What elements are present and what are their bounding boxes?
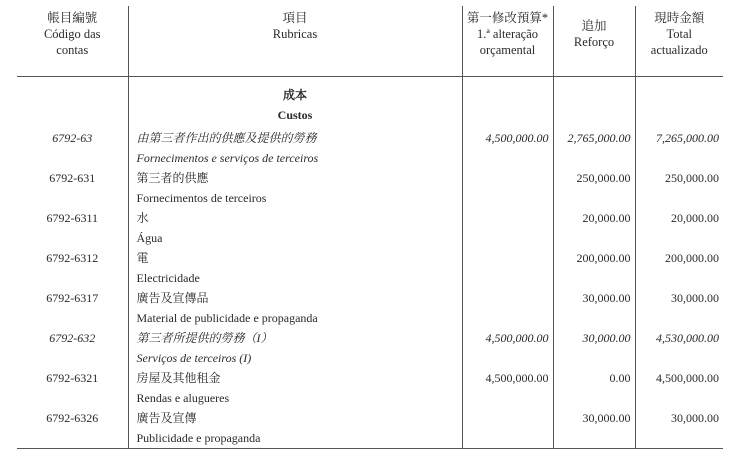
table-row xyxy=(17,368,723,408)
table-row xyxy=(17,408,723,449)
budget-table xyxy=(17,6,723,449)
budget-amount xyxy=(462,128,553,168)
reinforcement-value: 2,765,000.00 xyxy=(567,131,631,145)
total-value: 200,000.00 xyxy=(665,251,719,265)
reinforcement-value: 30,000.00 xyxy=(582,331,631,345)
rubric-pt: Água xyxy=(136,231,163,245)
reinforcement-amount xyxy=(553,248,635,288)
table-row xyxy=(17,168,723,208)
account-code-text: 6792-63 xyxy=(52,131,93,145)
budget-amount xyxy=(462,328,553,368)
account-code xyxy=(17,288,128,328)
total-value: 4,530,000.00 xyxy=(656,331,719,345)
total-amount xyxy=(635,168,723,208)
total-value: 4,500,000.00 xyxy=(656,371,719,385)
rubric-pt: Publicidade e propaganda xyxy=(136,431,261,445)
section-row xyxy=(17,76,723,128)
rubric xyxy=(128,208,462,248)
rubric-zh: 廣告及宣傳 xyxy=(136,411,197,425)
account-code xyxy=(17,408,128,449)
account-code xyxy=(17,208,128,248)
reinforcement-amount xyxy=(553,408,635,449)
reinforcement-value: 30,000.00 xyxy=(582,411,631,425)
budget-amount xyxy=(462,208,553,248)
rubric xyxy=(128,248,462,288)
budget-amount xyxy=(462,248,553,288)
section-title-pt: Custos xyxy=(277,107,313,122)
budget-amount xyxy=(462,168,553,208)
table-header-row xyxy=(17,6,723,76)
account-code-text: 6792-6321 xyxy=(46,371,99,385)
account-code xyxy=(17,328,128,368)
reinforcement-value: 0.00 xyxy=(609,371,631,385)
total-value: 20,000.00 xyxy=(671,211,719,225)
reinforcement-value: 200,000.00 xyxy=(576,251,631,265)
budget-amount xyxy=(462,288,553,328)
account-code-text: 6792-6326 xyxy=(46,411,99,425)
rubric-pt: Rendas e alugueres xyxy=(136,391,230,405)
total-amount xyxy=(635,328,723,368)
reinforcement-amount xyxy=(553,368,635,408)
rubric xyxy=(128,368,462,408)
reinforcement-amount xyxy=(553,328,635,368)
account-code-text: 6792-632 xyxy=(49,331,96,345)
reinforcement-value: 250,000.00 xyxy=(576,171,631,185)
header-code: 帳目編號 Código das contas xyxy=(17,6,128,76)
rubric-zh: 房屋及其他租金 xyxy=(136,371,221,385)
table-row xyxy=(17,328,723,368)
account-code xyxy=(17,168,128,208)
reinforcement-value: 30,000.00 xyxy=(582,291,631,305)
reinforcement-amount xyxy=(553,288,635,328)
account-code-text: 6792-6312 xyxy=(46,251,99,265)
rubric-zh: 第三者所提供的勞務（I） xyxy=(136,331,273,345)
rubric-zh: 水 xyxy=(136,211,149,225)
reinforcement-amount xyxy=(553,128,635,168)
rubric xyxy=(128,288,462,328)
total-amount xyxy=(635,208,723,248)
account-code-text: 6792-6317 xyxy=(46,291,99,305)
rubric-zh: 廣告及宣傳品 xyxy=(136,291,209,305)
budget-amount xyxy=(462,408,553,449)
account-code-text: 6792-631 xyxy=(49,171,96,185)
rubric xyxy=(128,128,462,168)
account-code xyxy=(17,368,128,408)
total-value: 7,265,000.00 xyxy=(656,131,719,145)
account-code xyxy=(17,128,128,168)
header-rubric: 項目 Rubricas xyxy=(128,6,462,76)
rubric-zh: 電 xyxy=(136,251,149,265)
rubric-pt: Serviços de terceiros (I) xyxy=(136,351,252,365)
rubric xyxy=(128,408,462,449)
budget-value: 4,500,000.00 xyxy=(485,371,549,385)
header-budget: 第一修改預算* 1.ª alteração orçamental xyxy=(462,6,553,76)
section-title xyxy=(128,76,462,128)
rubric-pt: Fornecimentos e serviços de terceiros xyxy=(136,151,319,165)
account-code-text: 6792-6311 xyxy=(46,211,99,225)
rubric-pt: Material de publicidade e propaganda xyxy=(136,311,318,325)
total-amount xyxy=(635,368,723,408)
table-row xyxy=(17,128,723,168)
total-value: 30,000.00 xyxy=(671,291,719,305)
section-title-zh: 成本 xyxy=(282,87,307,102)
header-reinforcement: 追加 Reforço xyxy=(553,6,635,76)
budget-amount xyxy=(462,368,553,408)
total-amount xyxy=(635,288,723,328)
account-code xyxy=(17,248,128,288)
rubric-pt: Fornecimentos de terceiros xyxy=(136,191,267,205)
table-row xyxy=(17,248,723,288)
total-amount xyxy=(635,408,723,449)
rubric-pt: Electricidade xyxy=(136,271,200,285)
total-amount xyxy=(635,128,723,168)
reinforcement-amount xyxy=(553,208,635,248)
reinforcement-value: 20,000.00 xyxy=(582,211,631,225)
rubric xyxy=(128,168,462,208)
rubric-zh: 由第三者作出的供應及提供的勞務 xyxy=(136,131,317,145)
reinforcement-amount xyxy=(553,168,635,208)
table-row xyxy=(17,288,723,328)
rubric-zh: 第三者的供應 xyxy=(136,171,209,185)
budget-value: 4,500,000.00 xyxy=(485,131,549,145)
header-total: 現時金額 Total actualizado xyxy=(635,6,723,76)
rubric xyxy=(128,328,462,368)
table-row xyxy=(17,208,723,248)
total-value: 30,000.00 xyxy=(671,411,719,425)
total-amount xyxy=(635,248,723,288)
total-value: 250,000.00 xyxy=(665,171,719,185)
budget-value: 4,500,000.00 xyxy=(485,331,549,345)
